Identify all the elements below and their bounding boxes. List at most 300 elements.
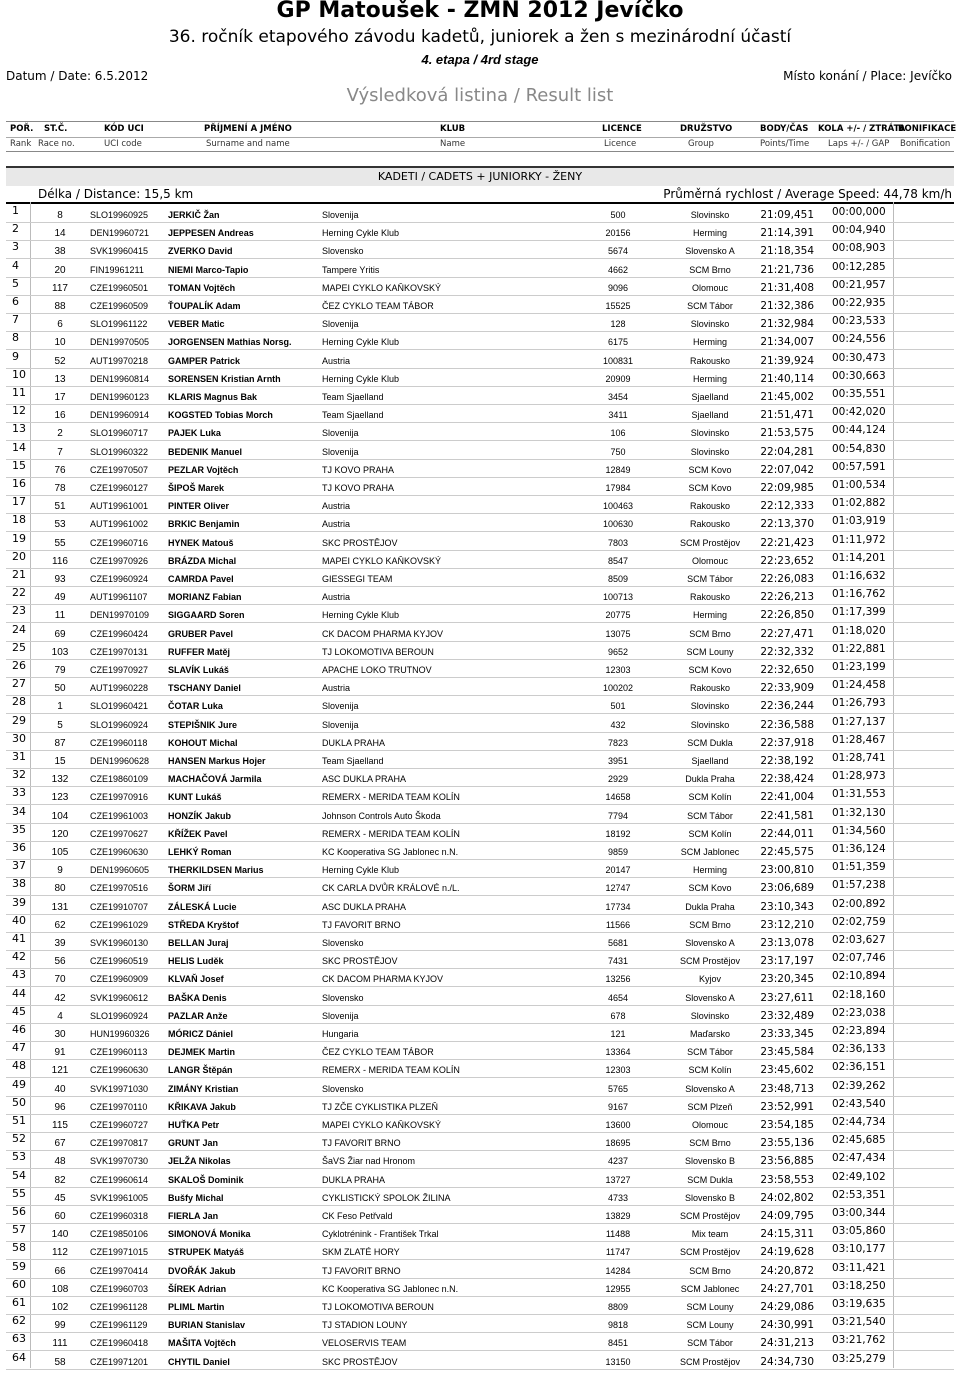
- team-cell: SCM Kolín: [688, 1065, 732, 1076]
- team-cell: SCM Prostějov: [679, 537, 741, 548]
- licence-cell: 14284: [605, 1265, 631, 1276]
- team-cell: Olomouc: [691, 555, 728, 566]
- club-cell: MAPEI CYKLO KAŇKOVSKÝ: [322, 555, 442, 566]
- rider-name-cell: KŘIKAVA Jakub: [168, 1101, 236, 1112]
- time-cell: 23:45,602: [760, 1064, 814, 1077]
- table-row: [6, 550, 954, 569]
- start-number-cell: 105: [51, 847, 69, 858]
- club-cell: Team Sjaelland: [322, 756, 384, 766]
- col-time-en: Points/Time: [760, 139, 810, 149]
- table-row: [6, 240, 954, 259]
- gap-cell: 02:36,151: [832, 1061, 886, 1074]
- table-row: [6, 1205, 954, 1224]
- start-number-cell: 117: [52, 282, 68, 294]
- rank-cell: 21: [12, 568, 26, 581]
- club-cell: Herning Cykle Klub: [322, 610, 400, 621]
- team-cell: SCM Louny: [686, 1320, 734, 1331]
- team-cell: SCM Prostějov: [679, 1356, 741, 1367]
- time-cell: 21:45,002: [760, 391, 814, 403]
- rider-name-cell: ZVERKO David: [168, 246, 233, 257]
- table-row: [6, 750, 954, 769]
- club-cell: Slovenija: [322, 210, 359, 220]
- time-cell: 23:58,553: [760, 1173, 814, 1186]
- gap-cell: 01:03,919: [832, 515, 886, 528]
- licence-cell: 5765: [607, 1083, 629, 1094]
- gap-cell: 02:43,540: [832, 1097, 886, 1110]
- club-cell: GIESSEGI TEAM: [322, 574, 393, 584]
- col-club-cz: KLUB: [440, 124, 466, 134]
- team-cell: SCM Tábor: [687, 1338, 733, 1349]
- gap-cell: 01:17,399: [832, 606, 886, 619]
- table-row: [6, 859, 954, 878]
- table-row: [6, 1078, 954, 1097]
- licence-cell: 2929: [607, 774, 629, 785]
- club-cell: Hungaria: [322, 1029, 359, 1039]
- uci-code-cell: CZE19960727: [90, 1120, 149, 1130]
- place-label: Místo konání / Place: Jevíčko: [783, 69, 952, 83]
- licence-cell: 3951: [607, 756, 629, 766]
- rider-name-cell: BRÁZDA Michal: [168, 555, 237, 566]
- club-cell: Slovensko: [322, 938, 364, 948]
- club-cell: MAPEI CYKLO KAŇKOVSKÝ: [322, 282, 442, 293]
- rank-cell: 45: [12, 1004, 26, 1018]
- start-number-cell: 121: [51, 1065, 69, 1077]
- time-cell: 22:32,332: [760, 645, 814, 658]
- uci-code-cell: CZE19970110: [90, 1101, 148, 1112]
- licence-cell: 20156: [605, 228, 631, 239]
- team-cell: Rakousko: [689, 501, 731, 512]
- gap-cell: 01:36,124: [832, 843, 886, 855]
- rider-name-cell: CAMRDA Pavel: [168, 574, 234, 584]
- start-number-cell: 102: [51, 1302, 69, 1313]
- col-team-cz: DRUŽSTVO: [680, 124, 733, 134]
- uci-code-cell: CZE19910707: [90, 901, 149, 912]
- team-cell: SCM Jablonec: [680, 847, 740, 857]
- team-cell: SCM Kovo: [688, 883, 732, 894]
- rank-cell: 61: [12, 1296, 26, 1309]
- licence-cell: 13075: [605, 628, 631, 639]
- start-number-cell: 115: [52, 1120, 68, 1131]
- time-cell: 22:38,424: [760, 773, 814, 786]
- start-number-cell: 5: [57, 719, 63, 731]
- rider-name-cell: KŘÍŽEK Pavel: [168, 828, 228, 839]
- time-cell: 23:00,810: [760, 864, 814, 877]
- team-cell: SCM Prostějov: [679, 1211, 741, 1221]
- gap-cell: 01:27,137: [832, 715, 886, 728]
- table-row: [6, 987, 954, 1006]
- start-number-cell: 7: [57, 446, 63, 458]
- team-cell: Herming: [692, 228, 727, 239]
- time-cell: 22:41,004: [760, 791, 814, 804]
- start-number-cell: 58: [54, 1356, 66, 1368]
- table-row: [6, 1296, 954, 1315]
- club-cell: SKM ZLATÉ HORY: [322, 1247, 400, 1258]
- licence-cell: 13364: [605, 1047, 631, 1058]
- time-cell: 24:29,086: [760, 1301, 814, 1313]
- licence-cell: 128: [610, 319, 626, 330]
- table-row: [6, 695, 954, 714]
- rider-name-cell: PAJEK Luka: [168, 428, 221, 439]
- rider-name-cell: BURIAN Stanislav: [168, 1320, 246, 1331]
- rank-cell: 1: [12, 204, 19, 217]
- time-cell: 24:20,872: [760, 1264, 814, 1277]
- rider-name-cell: ŠORM Jiří: [168, 883, 212, 894]
- rank-cell: 3: [12, 240, 19, 254]
- start-number-cell: 103: [51, 646, 69, 658]
- club-cell: Slovenija: [322, 446, 359, 457]
- uci-code-cell: SVK19960612: [90, 992, 149, 1003]
- rider-name-cell: ČOTAR Luka: [168, 701, 223, 712]
- time-cell: 22:26,213: [760, 591, 814, 604]
- team-cell: Sjaelland: [691, 392, 729, 402]
- gap-cell: 02:18,160: [832, 988, 886, 1001]
- rank-cell: 62: [12, 1314, 26, 1328]
- rider-name-cell: JEPPESEN Andreas: [168, 228, 254, 239]
- table-row: [6, 1223, 954, 1242]
- gap-cell: 00:44,124: [832, 424, 886, 437]
- time-cell: 23:20,345: [760, 973, 814, 986]
- time-cell: 23:27,611: [760, 991, 814, 1004]
- licence-cell: 17734: [605, 901, 631, 912]
- time-cell: 22:26,850: [760, 609, 814, 622]
- uci-code-cell: CZE19960509: [90, 301, 149, 311]
- table-row: [6, 1023, 954, 1042]
- avg-speed-label: Průměrná rychlost / Average Speed: 44,78 km/h: [663, 187, 952, 201]
- table-row: [6, 568, 954, 587]
- gap-cell: 00:54,830: [832, 442, 886, 455]
- team-cell: Olomouc: [691, 282, 728, 293]
- rider-name-cell: NIEMI Marco-Tapio: [168, 264, 249, 275]
- start-number-cell: 99: [54, 1320, 66, 1332]
- uci-code-cell: CZE19960118: [90, 737, 148, 748]
- rank-cell: 29: [12, 713, 26, 727]
- team-cell: SCM Prostějov: [679, 956, 741, 967]
- rider-name-cell: KLARIS Magnus Bak: [168, 392, 258, 402]
- time-cell: 23:48,713: [760, 1082, 814, 1095]
- gap-cell: 01:51,359: [832, 861, 886, 874]
- rider-name-cell: FIERLA Jan: [168, 1211, 219, 1221]
- table-row: [6, 877, 954, 896]
- start-number-cell: 132: [51, 774, 69, 786]
- club-cell: Austria: [322, 683, 351, 694]
- time-cell: 22:32,650: [760, 664, 814, 676]
- rider-name-cell: SORENSEN Kristian Arnth: [168, 373, 281, 384]
- club-cell: TJ STADION LOUNY: [322, 1320, 408, 1331]
- licence-cell: 17984: [605, 483, 631, 493]
- rider-name-cell: TSCHANY Daniel: [168, 683, 241, 694]
- uci-code-cell: CZE19960716: [90, 537, 149, 548]
- rider-name-cell: HYNEK Matouš: [168, 537, 234, 548]
- team-cell: Herming: [692, 610, 727, 621]
- col-gap-en: Laps +/- / GAP: [828, 139, 890, 149]
- licence-cell: 13727: [605, 1174, 631, 1185]
- time-cell: 23:52,991: [760, 1100, 814, 1113]
- table-row: [6, 950, 954, 969]
- time-cell: 24:09,795: [760, 1210, 814, 1222]
- licence-cell: 11488: [605, 1229, 631, 1240]
- rank-cell: 10: [12, 367, 26, 381]
- start-number-cell: 9: [57, 865, 63, 877]
- rider-name-cell: KOHOUT Michal: [168, 737, 238, 748]
- gap-cell: 01:00,534: [832, 479, 886, 491]
- gap-cell: 03:10,177: [832, 1243, 886, 1256]
- team-cell: Sjaelland: [691, 756, 729, 766]
- time-cell: 24:30,991: [760, 1319, 814, 1332]
- rank-cell: 33: [12, 786, 26, 800]
- start-number-cell: 4: [57, 1010, 63, 1022]
- start-number-cell: 80: [54, 883, 66, 895]
- time-cell: 21:21,736: [760, 263, 814, 276]
- licence-cell: 4237: [607, 1156, 629, 1167]
- uci-code-cell: SVK19971030: [90, 1083, 149, 1094]
- licence-cell: 12955: [605, 1283, 631, 1294]
- rider-name-cell: CHYTIL Daniel: [168, 1356, 230, 1367]
- uci-code-cell: SVK19960130: [90, 938, 149, 948]
- time-cell: 21:34,007: [760, 336, 814, 349]
- team-cell: Herming: [692, 373, 727, 384]
- time-cell: 23:13,078: [760, 937, 814, 949]
- rider-name-cell: THERKILDSEN Marius: [168, 865, 264, 876]
- team-cell: Rakousko: [689, 592, 731, 603]
- club-cell: Slovenija: [322, 428, 359, 439]
- team-cell: Olomouc: [691, 1120, 728, 1130]
- gap-cell: 00:57,591: [832, 460, 886, 473]
- licence-cell: 3411: [608, 410, 628, 421]
- team-cell: Slovinsko: [690, 1010, 730, 1021]
- rider-name-cell: BELLAN Juraj: [168, 938, 229, 948]
- rank-cell: 64: [12, 1350, 26, 1364]
- time-cell: 22:07,042: [760, 463, 814, 476]
- licence-cell: 4733: [607, 1192, 629, 1203]
- club-cell: SKC PROSTĚJOV: [322, 537, 398, 548]
- team-cell: SCM Tábor: [687, 301, 733, 311]
- time-cell: 21:09,451: [760, 209, 814, 221]
- start-number-cell: 112: [52, 1247, 68, 1259]
- club-cell: ČEZ CYKLO TEAM TÁBOR: [322, 301, 434, 311]
- club-cell: TJ FAVORIT BRNO: [322, 1138, 401, 1149]
- rider-name-cell: ŠIPOŠ Marek: [168, 483, 225, 493]
- table-row: [6, 1005, 954, 1024]
- time-cell: 23:06,689: [760, 882, 814, 895]
- team-cell: SCM Brno: [689, 1265, 731, 1276]
- uci-code-cell: DEN19960721: [90, 228, 150, 239]
- time-cell: 24:31,213: [760, 1337, 814, 1350]
- rank-cell: 50: [12, 1095, 26, 1109]
- rank-cell: 49: [12, 1077, 26, 1091]
- page-title: GP Matoušek - ZMN 2012 Jevíčko: [276, 0, 684, 23]
- rank-cell: 20: [12, 549, 26, 563]
- gap-cell: 01:16,632: [832, 570, 886, 582]
- uci-code-cell: CZE19971201: [90, 1356, 149, 1367]
- uci-code-cell: CZE19960113: [90, 1047, 148, 1058]
- start-number-cell: 15: [54, 756, 66, 767]
- time-cell: 23:12,210: [760, 918, 814, 931]
- uci-code-cell: DEN19970109: [90, 610, 150, 621]
- rank-cell: 24: [12, 622, 26, 636]
- team-cell: Rakousko: [689, 355, 731, 366]
- uci-code-cell: CZE19960614: [90, 1174, 149, 1185]
- licence-cell: 9818: [607, 1320, 629, 1331]
- rider-name-cell: MORIANZ Fabian: [168, 592, 242, 603]
- rider-name-cell: LANGR Štěpán: [168, 1065, 233, 1076]
- gap-cell: 02:10,894: [832, 970, 886, 983]
- gap-cell: 01:22,881: [832, 642, 886, 655]
- time-cell: 22:21,423: [760, 536, 814, 549]
- rider-name-cell: HONZÍK Jakub: [168, 810, 232, 821]
- rank-cell: 2: [12, 222, 19, 236]
- start-number-cell: 2: [57, 428, 63, 440]
- rank-cell: 63: [12, 1332, 26, 1346]
- rider-name-cell: BAŠKA Denis: [168, 992, 227, 1003]
- time-cell: 24:15,311: [760, 1228, 814, 1241]
- licence-cell: 500: [610, 210, 626, 220]
- rank-cell: 9: [12, 349, 19, 363]
- rank-cell: 44: [12, 986, 26, 1000]
- uci-code-cell: AUT19960228: [90, 683, 149, 694]
- rider-name-cell: PAZLAR Anže: [168, 1010, 228, 1021]
- club-cell: Slovenija: [322, 1010, 359, 1021]
- licence-cell: 13256: [605, 974, 631, 985]
- table-row: [6, 1278, 954, 1297]
- uci-code-cell: FIN19961211: [90, 264, 144, 275]
- team-cell: Slovinsko: [690, 719, 730, 730]
- licence-cell: 678: [610, 1010, 626, 1021]
- gap-cell: 02:44,734: [832, 1116, 886, 1128]
- rank-cell: 38: [12, 877, 26, 891]
- start-number-cell: 30: [54, 1029, 66, 1040]
- team-cell: SCM Brno: [689, 1138, 731, 1149]
- col-time-cz: BODY/ČAS: [760, 124, 809, 134]
- table-row: [6, 714, 954, 733]
- col-uci-cz: KÓD UCI: [104, 124, 144, 134]
- uci-code-cell: DEN19960605: [90, 865, 150, 876]
- uci-code-cell: AUT19961107: [90, 592, 148, 603]
- rank-cell: 17: [12, 495, 26, 509]
- club-cell: Team Sjaelland: [322, 392, 384, 402]
- col-gap-cz: KOLA +/- / ZTRÁTA: [818, 124, 906, 134]
- team-cell: Slovinsko: [690, 319, 730, 330]
- col-uci-en: UCI code: [104, 139, 142, 149]
- time-cell: 21:53,575: [760, 427, 814, 440]
- uci-code-cell: DEN19970505: [90, 337, 150, 348]
- rank-cell: 51: [12, 1114, 26, 1127]
- gap-cell: 01:34,560: [832, 824, 886, 837]
- gap-cell: 02:39,262: [832, 1079, 886, 1092]
- rider-name-cell: JORGENSEN Mathias Norsg.: [168, 337, 292, 348]
- table-row: [6, 604, 954, 623]
- licence-cell: 12303: [605, 1065, 631, 1076]
- uci-code-cell: DEN19960628: [90, 756, 150, 766]
- start-number-cell: 79: [54, 665, 66, 676]
- rank-cell: 35: [12, 822, 26, 836]
- licence-cell: 13150: [605, 1356, 631, 1367]
- time-cell: 21:31,408: [760, 281, 814, 294]
- licence-cell: 18192: [605, 828, 631, 839]
- team-cell: Dukla Praha: [685, 901, 735, 912]
- start-number-cell: 1: [57, 701, 63, 713]
- club-cell: VELOSERVIS TEAM: [322, 1338, 407, 1349]
- table-row: [6, 404, 954, 423]
- uci-code-cell: CZE19960909: [90, 974, 149, 985]
- rank-cell: 18: [12, 513, 26, 527]
- team-cell: SCM Tábor: [687, 810, 733, 821]
- club-cell: Slovensko: [322, 1083, 364, 1094]
- gap-cell: 02:07,746: [832, 952, 886, 965]
- club-cell: ASC DUKLA PRAHA: [322, 774, 407, 785]
- time-cell: 23:55,136: [760, 1137, 814, 1150]
- rank-cell: 27: [12, 677, 26, 691]
- licence-cell: 106: [610, 428, 626, 439]
- licence-cell: 12747: [605, 883, 631, 894]
- team-cell: SCM Plzeň: [687, 1101, 733, 1112]
- licence-cell: 100630: [602, 519, 634, 530]
- table-row: [6, 732, 954, 751]
- start-number-cell: 66: [54, 1265, 66, 1277]
- club-cell: KC Kooperativa SG Jablonec n.N.: [322, 847, 459, 857]
- start-number-cell: 120: [51, 828, 69, 840]
- team-cell: Slovensko A: [685, 938, 735, 948]
- team-cell: Slovensko A: [685, 992, 735, 1003]
- table-row: [6, 277, 954, 296]
- licence-cell: 8451: [607, 1338, 629, 1349]
- table-row: [6, 1041, 954, 1060]
- page-subtitle: 36. ročník etapového závodu kadetů, juniorek a žen s mezinárodní účastí: [168, 27, 792, 47]
- licence-cell: 14658: [605, 792, 631, 803]
- rank-cell: 40: [12, 913, 26, 927]
- uci-code-cell: CZE19960501: [90, 282, 149, 293]
- club-cell: ASC DUKLA PRAHA: [322, 901, 407, 912]
- club-cell: Herning Cykle Klub: [322, 228, 400, 239]
- time-cell: 22:36,244: [760, 700, 814, 713]
- rank-cell: 19: [12, 531, 26, 545]
- start-number-cell: 69: [54, 628, 66, 640]
- club-cell: MAPEI CYKLO KAŇKOVSKÝ: [322, 1120, 442, 1130]
- team-cell: SCM Tábor: [687, 574, 733, 584]
- gap-cell: 01:26,793: [832, 697, 886, 710]
- gap-cell: 00:35,551: [832, 388, 886, 400]
- licence-cell: 501: [610, 701, 626, 712]
- licence-cell: 100463: [602, 501, 634, 512]
- rank-cell: 59: [12, 1259, 26, 1273]
- rank-cell: 37: [12, 859, 26, 873]
- gap-cell: 00:30,473: [832, 351, 886, 364]
- uci-code-cell: SLO19960421: [90, 701, 149, 712]
- licence-cell: 20909: [605, 373, 631, 384]
- rider-name-cell: PLIML Martin: [168, 1302, 225, 1312]
- table-row: [6, 1187, 954, 1206]
- time-cell: 21:18,354: [760, 245, 814, 258]
- gap-cell: 00:04,940: [832, 224, 886, 237]
- rider-name-cell: TOMAN Vojtěch: [168, 282, 236, 293]
- club-cell: CK Feso Petřvald: [322, 1211, 393, 1221]
- start-number-cell: 76: [54, 464, 66, 476]
- rank-cell: 25: [12, 640, 26, 654]
- rider-name-cell: BRKIC Benjamin: [168, 519, 240, 530]
- licence-cell: 750: [610, 446, 626, 457]
- table-row: [6, 768, 954, 787]
- table-row: [6, 1260, 954, 1279]
- rider-name-cell: MAŠITA Vojtěch: [168, 1338, 236, 1349]
- table-row: [6, 295, 954, 314]
- team-cell: Slovensko A: [685, 246, 735, 257]
- licence-cell: 5681: [607, 938, 629, 948]
- club-cell: TJ LOKOMOTIVA BEROUN: [322, 646, 434, 657]
- club-cell: CK CARLA DVŮR KRÁLOVÉ n./L.: [322, 883, 460, 894]
- club-cell: Herning Cykle Klub: [322, 373, 400, 384]
- time-cell: 22:45,575: [760, 846, 814, 858]
- team-cell: Slovensko B: [684, 1156, 736, 1167]
- table-row: [6, 422, 954, 441]
